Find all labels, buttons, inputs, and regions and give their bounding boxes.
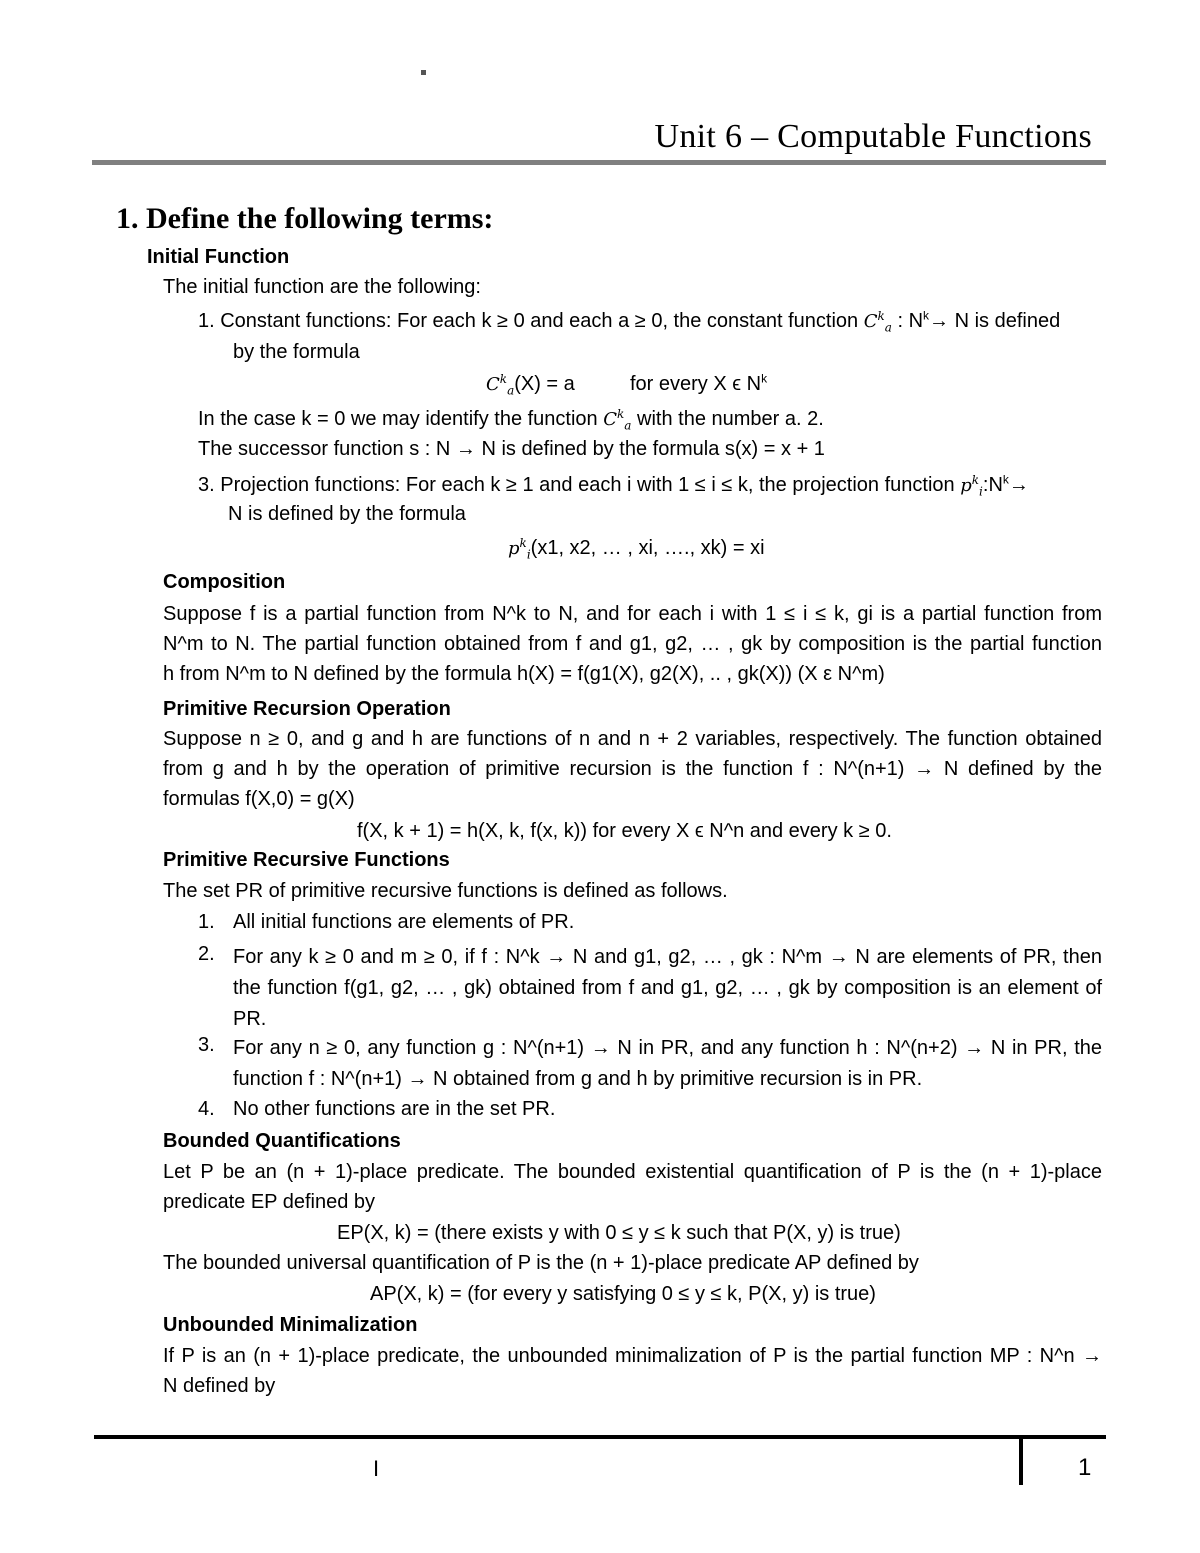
bounded-line-1: Let P be an (n + 1)-place predicate. The bounded existential quantification of P is the (n + 1)-place [163,1161,1102,1183]
constant-line-2: by the formula [233,341,360,363]
composition-line-3: h from N^m to N defined by the formula h(X) = f(g1(X), g2(X), .. , gk(X)) (X ε N^m) [163,663,885,685]
bounded-line-3: The bounded universal quantification of P is the (n + 1)-place predicate AP defined by [163,1252,919,1274]
page-header-title: Unit 6 – Computable Functions [654,118,1092,155]
footer-mark: I [373,1456,380,1481]
unbounded-line-1: If P is an (n + 1)-place predicate, the unbounded minimalization of P is the partial function MP : N^n → [163,1345,1102,1367]
primitive-recursion-line-1: Suppose n ≥ 0, and g and h are functions of n and n + 2 variables, respectively. The function obtained [163,728,1102,750]
projection-line-2: N is defined by the formula [228,503,466,525]
constant-symbol: $C^k_a$ [863,309,892,335]
bounded-existential-formula: EP(X, k) = (there exists y with 0 ≤ y ≤ k such that P(X, y) is true) [337,1222,901,1244]
prf-item-1-number: 1. [198,911,215,933]
primitive-recursion-formula: f(X, k + 1) = h(X, k, f(x, k)) for every X ϵ N^n and every k ≥ 0. [357,820,892,842]
projection-line-1: 3. Projection functions: For each k ≥ 1 and each i with 1 ≤ i ≤ k, the projection function $p^k_i:N^k\to$ [198,472,1029,499]
projection-formula: $p^k_i(x1$, x2, … , xi, …., xk) = xi [508,536,765,562]
prf-item-3-text: For any n ≥ 0, any function g : N^(n+1) → N in PR, and any function h : N^(n+2) → N in PR, the function f : N^(n+1) → N obtained from g and h by primitive recursion is in PR. [233,1037,1102,1090]
primitive-recursion-line-2: from g and h by the operation of primitive recursion is the function f : N^(n+1) → N defined by the [163,758,1102,780]
initial-intro: The initial function are the following: [163,276,481,298]
stray-mark [421,70,426,75]
successor-function: The successor function s : N → N is defined by the formula s(x) = x + 1 [198,438,825,460]
prf-item-1-text: All initial functions are elements of PR. [233,911,575,933]
prf-item-4-text: No other functions are in the set PR. [233,1098,556,1120]
prf-item-2-number: 2. [198,943,215,965]
bounded-quantifications-heading: Bounded Quantifications [163,1130,401,1152]
composition-line-1: Suppose f is a partial function from N^k to N, and for each i with 1 ≤ i ≤ k, gi is a partial function from [163,603,1102,625]
question-heading: 1. Define the following terms: [116,202,494,235]
composition-line-2: N^m to N. The partial function obtained from f and g1, g2, … , gk by composition is the partial function [163,633,1102,655]
primitive-recursion-heading: Primitive Recursion Operation [163,698,451,720]
prf-intro: The set PR of primitive recursive functions is defined as follows. [163,880,728,902]
unbounded-minimalization-heading: Unbounded Minimalization [163,1314,418,1336]
constant-formula-condition: for every X ϵ $N^k$ [630,371,768,395]
footer-rule [94,1435,1106,1439]
bounded-line-2: predicate EP defined by [163,1191,376,1213]
composition-heading: Composition [163,571,286,593]
constant-line-1: 1. Constant functions: For each k ≥ 0 and each a ≥ 0, the constant function $C^k_a$ : $N^k\to N$ is defined [198,308,1061,335]
primitive-recursive-functions-heading: Primitive Recursive Functions [163,849,450,871]
page-number: 1 [1078,1454,1092,1481]
case-k-zero: In the case k = 0 we may identify the function $C^k_a$ with the number a. 2. [198,407,824,433]
bounded-universal-formula: AP(X, k) = (for every y satisfying 0 ≤ y ≤ k, P(X, y) is true) [370,1283,876,1305]
unbounded-line-2: N defined by [163,1375,276,1397]
primitive-recursion-line-3: formulas f(X,0) = g(X) [163,788,355,810]
footer-divider [1019,1437,1023,1485]
prf-item-3-number: 3. [198,1034,215,1056]
initial-function-heading: Initial Function [147,246,290,268]
prf-item-2-text: For any k ≥ 0 and m ≥ 0, if f : N^k → N and g1, g2, … , gk : N^m → N are elements of PR, then the function f(g1, g2, … , gk) obtained from f and g1, g2, … , gk by composition is an element of PR. [233,946,1102,1030]
constant-formula: $C^k_a(X) = a$ [486,372,575,398]
prf-item-4-number: 4. [198,1098,215,1120]
header-rule [92,160,1106,165]
